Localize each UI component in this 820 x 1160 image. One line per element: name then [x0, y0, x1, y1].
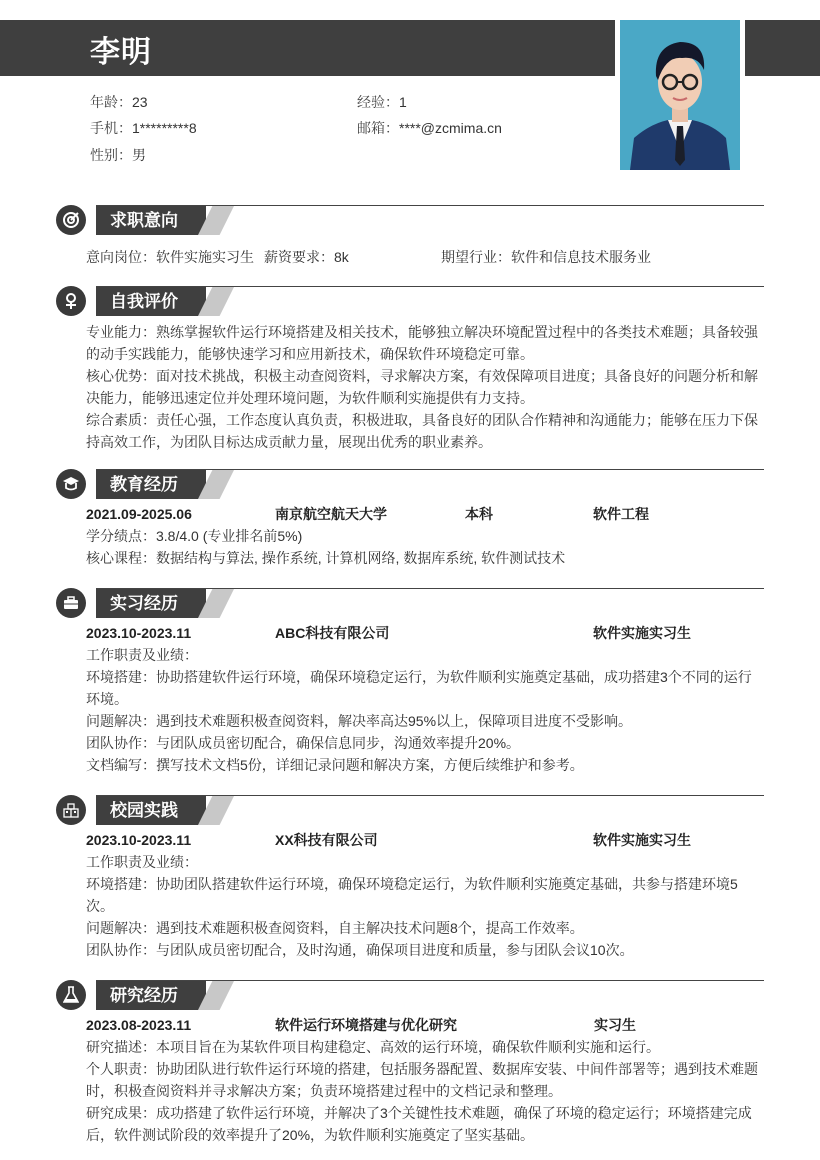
research-line: 研究描述：本项目旨在为某软件项目构建稳定、高效的运行环境，确保软件顺利实施和运行。 [86, 1039, 660, 1055]
intent-salary: 薪资要求：8k [264, 249, 349, 265]
section-header [56, 795, 764, 827]
section-title: 教育经历 [96, 470, 206, 499]
campus-line: 环境搭建：协助团队搭建软件运行环境，确保环境稳定运行，为软件顺利实施奠定基础，共参与搭建环境5次。 [86, 876, 738, 914]
internship-line: 文档编写：撰写技术文档5份，详细记录问题和解决方案，方便后续维护和参考。 [86, 757, 584, 773]
campus-line: 工作职责及业绩： [86, 854, 198, 870]
section-header [56, 469, 764, 501]
briefcase-icon [56, 588, 86, 618]
campus-company: XX科技有限公司 [275, 832, 378, 848]
flask-icon [56, 980, 86, 1010]
profile-photo [620, 20, 740, 170]
section-self-evaluation [56, 286, 764, 453]
internship-line: 团队协作：与团队成员密切配合，确保信息同步，沟通效率提升20%。 [86, 735, 521, 751]
internship-company: ABC科技有限公司 [275, 625, 390, 641]
education-school: 南京航空航天大学 [275, 506, 387, 522]
section-header [56, 286, 764, 318]
section-internship [56, 588, 764, 776]
candidate-name: 李明 [90, 36, 152, 69]
research-line: 个人职责：协助团队进行软件运行环境的搭建，包括服务器配置、数据库安装、中间件部署等；遇到技术难题时，积极查阅资料并寻求解决方案；负责环境搭建过程中的文档记录和整理。 [86, 1061, 758, 1099]
internship-period: 2023.10-2023.11 [86, 625, 192, 641]
info-email: 邮箱：****@zcmima.cn [357, 120, 502, 136]
section-header [56, 588, 764, 620]
research-role: 实习生 [594, 1017, 636, 1033]
flower-icon [56, 286, 86, 316]
education-degree: 本科 [465, 506, 493, 522]
education-gpa: 学分绩点：3.8/4.0 (专业排名前5%) [86, 528, 303, 544]
internship-line: 工作职责及业绩： [86, 647, 198, 663]
campus-line: 问题解决：遇到技术难题积极查阅资料，自主解决技术问题8个，提高工作效率。 [86, 920, 584, 936]
section-research [56, 980, 764, 1146]
internship-line: 问题解决：遇到技术难题积极查阅资料，解决率高达95%以上，保障项目进度不受影响。 [86, 713, 633, 729]
campus-role: 软件实施实习生 [593, 832, 691, 848]
section-title: 研究经历 [96, 981, 206, 1010]
internship-role: 软件实施实习生 [593, 625, 691, 641]
section-title: 自我评价 [96, 287, 206, 316]
info-gender: 性别：男 [90, 147, 146, 163]
campus-row [86, 827, 764, 851]
intent-position: 意向岗位：软件实施实习生 [86, 249, 254, 265]
research-row [86, 1012, 764, 1036]
building-icon [56, 795, 86, 825]
section-header [56, 980, 764, 1012]
research-line: 研究成果：成功搭建了软件运行环境，并解决了3个关键性技术难题，确保了环境的稳定运行；环境搭建完成后，软件测试阶段的效率提升了20%，为软件顺利实施奠定了坚实基础。 [86, 1105, 752, 1143]
graduation-cap-icon [56, 469, 86, 499]
education-period: 2021.09-2025.06 [86, 506, 192, 522]
internship-row [86, 620, 764, 644]
intent-industry: 期望行业：软件和信息技术服务业 [441, 249, 651, 265]
info-phone: 手机：1*********8 [90, 120, 197, 136]
self-eval-line: 专业能力：熟练掌握软件运行环境搭建及相关技术，能够独立解决环境配置过程中的各类技术难题；具备较强的动手实践能力，能够快速学习和应用新技术，确保软件环境稳定可靠。 [86, 324, 758, 362]
education-row [86, 501, 764, 525]
internship-line: 环境搭建：协助搭建软件运行环境，确保环境稳定运行，为软件顺利实施奠定基础，成功搭建3个不同的运行环境。 [86, 669, 752, 707]
section-title: 实习经历 [96, 589, 206, 618]
section-education [56, 469, 764, 569]
section-title: 求职意向 [96, 206, 206, 235]
person-portrait-icon [620, 20, 740, 170]
education-courses: 核心课程：数据结构与算法, 操作系统, 计算机网络, 数据库系统, 软件测试技术 [86, 550, 566, 566]
section-title: 校园实践 [96, 796, 206, 825]
research-period: 2023.08-2023.11 [86, 1017, 192, 1033]
self-eval-line: 综合素质：责任心强，工作态度认真负责，积极进取，具备良好的团队合作精神和沟通能力；能够在压力下保持高效工作，为团队目标达成贡献力量，展现出优秀的职业素养。 [86, 412, 758, 450]
campus-period: 2023.10-2023.11 [86, 832, 192, 848]
campus-line: 团队协作：与团队成员密切配合，及时沟通，确保项目进度和质量，参与团队会议10次。 [86, 942, 634, 958]
education-major: 软件工程 [593, 506, 649, 522]
info-age: 年龄：23 [90, 94, 148, 110]
research-project: 软件运行环境搭建与优化研究 [275, 1017, 457, 1033]
section-header [56, 205, 764, 237]
info-experience: 经验：1 [357, 94, 407, 110]
section-job-intent [56, 205, 764, 267]
section-campus-practice [56, 795, 764, 961]
self-eval-line: 核心优势：面对技术挑战，积极主动查阅资料，寻求解决方案，有效保障项目进度；具备良好的问题分析和解决能力，能够迅速定位并处理环境问题，为软件顺利实施提供有力支持。 [86, 368, 758, 406]
header-band-right [745, 20, 820, 76]
target-icon [56, 205, 86, 235]
